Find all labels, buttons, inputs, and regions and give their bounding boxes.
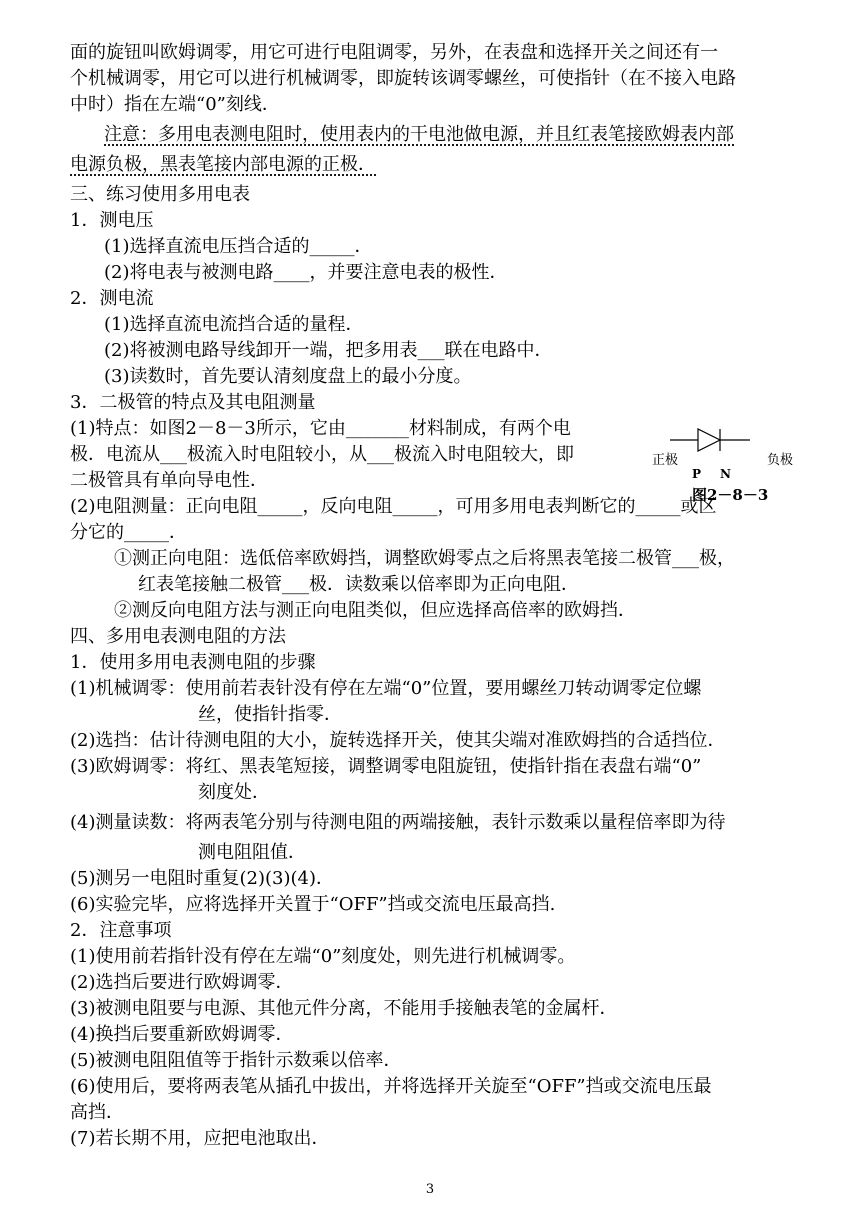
text-line: (1)机械调零：使用前若表针没有停在左端“0”位置，要用螺丝刀转动调零定位螺 xyxy=(70,678,702,699)
text-line: ①测正向电阻：选低倍率欧姆挡，调整欧姆零点之后将黑表笔接二极管___极， xyxy=(114,548,735,569)
text-line: 二极管具有单向导电性． xyxy=(70,470,268,491)
text-line: 测电阻阻值． xyxy=(198,842,306,863)
cathode-label: 负极 xyxy=(767,453,794,468)
text-line: (2)电阻测量：正向电阻_____，反向电阻_____，可用多用电表判断它的_____或区 xyxy=(70,496,717,517)
page-number: 3 xyxy=(425,1182,435,1197)
note-line xyxy=(70,152,798,178)
text-line: (2)将电表与被测电路____，并要注意电表的极性． xyxy=(104,262,508,283)
text-line: (2)将被测电路导线卸开一端，把多用表___联在电路中． xyxy=(104,340,553,361)
text-line: 丝，使指针指零． xyxy=(198,704,342,725)
subsection-heading: 3．二极管的特点及其电阻测量 xyxy=(70,392,316,413)
text-line: (1)使用前若指针没有停在左端“0”刻度处，则先进行机械调零。 xyxy=(70,946,576,967)
subsection-heading: 2．测电流 xyxy=(70,288,154,309)
text-line: 中时）指在左端“0”刻线． xyxy=(70,94,280,115)
note-line xyxy=(70,122,798,148)
text-line: (5)被测电阻阻值等于指针示数乘以倍率． xyxy=(70,1050,402,1071)
diode-symbol-icon xyxy=(650,426,800,484)
n-region-label: N xyxy=(720,467,731,481)
document-body xyxy=(70,40,798,1152)
text-line: (7)若长期不用，应把电池取出． xyxy=(70,1128,330,1149)
section-heading: 三、练习使用多用电表 xyxy=(70,184,250,205)
text-line: 分它的_____． xyxy=(70,522,187,543)
text-line: (3)欧姆调零：将红、黑表笔短接，调整调零电阻旋钮，使指针指在表盘右端“0” xyxy=(70,756,702,777)
subsection-heading: 2．注意事项 xyxy=(70,920,172,941)
text-line: (2)选挡：估计待测电阻的大小，旋转选择开关，使其尖端对准欧姆挡的合适挡位． xyxy=(70,730,726,751)
text-line: (2)选挡后要进行欧姆调零． xyxy=(70,972,294,993)
text-line: 刻度处． xyxy=(198,782,270,803)
text-line: (4)换挡后要重新欧姆调零． xyxy=(70,1024,294,1045)
section-heading: 四、多用电表测电阻的方法 xyxy=(70,626,286,647)
text-line: (5)测另一电阻时重复(2)(3)(4)． xyxy=(70,868,334,889)
text-line: 面的旋钮叫欧姆调零，用它可进行电阻调零，另外，在表盘和选择开关之间还有一 xyxy=(70,42,718,63)
subsection-heading: 1．使用多用电表测电阻的步骤 xyxy=(70,652,316,673)
text-line: ②测反向电阻方法与测正向电阻类似，但应选择高倍率的欧姆挡． xyxy=(114,600,636,621)
text-line: (1)选择直流电压挡合适的_____． xyxy=(104,236,373,257)
text-line: (6)使用后，要将两表笔从插孔中拔出，并将选择开关旋至“OFF”挡或交流电压最 xyxy=(70,1076,712,1097)
text-line: 个机械调零，用它可以进行机械调零，即旋转该调零螺丝，可使指针（在不接入电路 xyxy=(70,68,736,89)
text-line: (1)特点：如图2－8－3所示，它由_______材料制成，有两个电 xyxy=(70,418,571,439)
text-line: (6)实验完毕，应将选择开关置于“OFF”挡或交流电压最高挡. xyxy=(70,894,556,915)
text-line: (1)选择直流电流挡合适的量程． xyxy=(104,314,364,335)
text-line: (4)测量读数：将两表笔分别与待测电阻的两端接触，表针示数乘以量程倍率即为待 xyxy=(70,812,726,833)
diode-figure xyxy=(650,426,800,506)
note-text: 电源负极，黑表笔接内部电源的正极． xyxy=(70,154,376,175)
text-line: (3)读数时，首先要认清刻度盘上的最小分度。 xyxy=(104,366,472,387)
note-text: 注意：多用电表测电阻时，使用表内的干电池做电源，并且红表笔接欧姆表内部 xyxy=(104,124,734,145)
text-line: (3)被测电阻要与电源、其他元件分离，不能用手接触表笔的金属杆． xyxy=(70,998,618,1019)
text-line: 高挡． xyxy=(70,1102,124,1123)
anode-label: 正极 xyxy=(652,453,679,468)
text-line: 红表笔接触二极管___极．读数乘以倍率即为正向电阻． xyxy=(138,574,579,595)
subsection-heading: 1．测电压 xyxy=(70,210,154,231)
text-line: 极．电流从___极流入时电阻较小，从___极流入时电阻较大，即 xyxy=(70,444,574,465)
figure-caption: 图2－8－3 xyxy=(692,486,769,504)
p-region-label: P xyxy=(692,467,702,481)
